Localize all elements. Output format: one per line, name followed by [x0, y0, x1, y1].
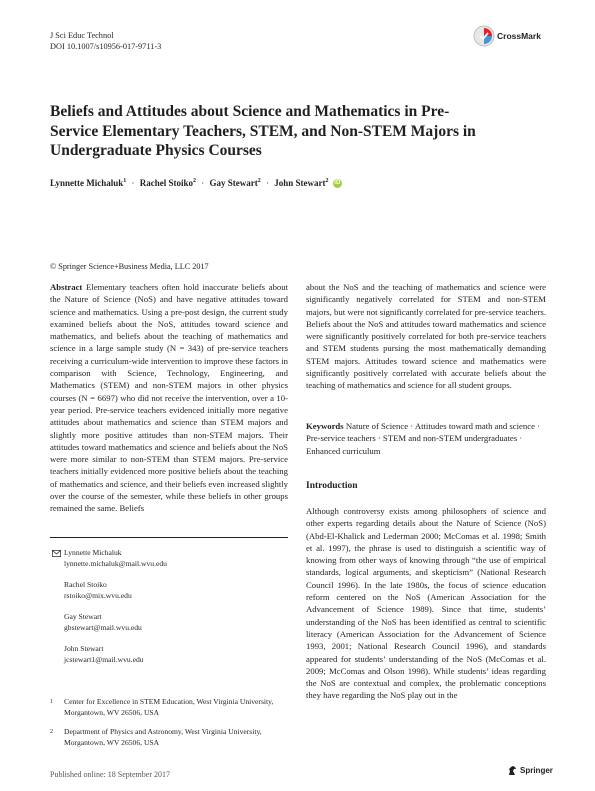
doi[interactable]: DOI 10.1007/s10956-017-9711-3	[50, 42, 162, 51]
corresponding-contacts	[64, 548, 167, 676]
contact-entry	[64, 548, 167, 569]
published-date: Published online: 18 September 2017	[50, 770, 170, 779]
author-name[interactable]: John Stewart	[274, 178, 326, 188]
envelope-icon	[52, 550, 61, 557]
contact-email[interactable]: rstoiko@mix.wvu.edu	[64, 590, 132, 600]
contact-entry	[64, 612, 167, 633]
author-name[interactable]: Rachel Stoiko	[139, 178, 194, 188]
author-separator: ·	[131, 178, 135, 188]
abstract-right: about the NoS and the teaching of mathematics and science were significantly negatively correlated for STEM and non-STEM majors, but were not significantly correlated for pre-service teachers. Beliefs about the NoS and attitudes toward mathematics and science were significantly positively correlated for both pre-service teachers and STEM students pursing the most mathematically demanding STEM majors. Attitudes toward science and mathematics were significantly positively correlated with accurate beliefs about the teaching of mathematics and science for all student groups.	[306, 282, 546, 391]
author-name[interactable]: Lynnette Michaluk	[50, 178, 124, 188]
author-affiliation-marker: 2	[193, 178, 197, 184]
keywords-label: Keywords	[306, 421, 344, 431]
orcid-icon[interactable]: iD	[334, 180, 341, 187]
affiliation-number: 1	[50, 699, 53, 705]
abstract-label: Abstract	[50, 282, 83, 292]
contact-name: Lynnette Michaluk	[64, 548, 122, 557]
contact-email[interactable]: lynnette.michaluk@mail.wvu.edu	[64, 558, 167, 568]
abstract-left	[50, 281, 288, 515]
author-affiliation-marker: 2	[257, 178, 261, 184]
author-affiliation-marker: 2	[325, 178, 329, 184]
journal-header	[50, 30, 161, 52]
author-list	[50, 178, 342, 188]
springer-horse-icon	[507, 765, 518, 776]
contact-name: Rachel Stoiko	[64, 580, 107, 589]
publisher-logo	[507, 765, 553, 776]
introduction-text: Although controversy exists among philosophers of science and other experts regarding details about the Nature of Science (NoS) (Abd-El-Khalick and Lederman 2000; McComas et al. 1998; Smith et al. 1997), the phrase is used to distinguish a scientific way of knowing from other ways of knowing through “the use of empirical standards, logical arguments, and skepticism” (National Research Council 1996). In the late 1980s, the focus of science education reform centered on the NoS (American Association for the Advancement of Science 1989). Since that time, students’ understanding of the NoS has been identified as central to scientific literacy (American Association for the Advancement of Science 1993, 2001; National Research Council 1996), and standards appeared for students’ understanding of the NoS (McComas et al. 2009; McComas and Olson 1998). While students’ ideas regarding the NoS are contextual and complex, the problematic conceptions they have regarding the NoS play out in the	[306, 506, 546, 701]
contact-name: John Stewart	[64, 644, 104, 653]
author-affiliation-marker: 1	[123, 178, 127, 184]
footnote-divider	[50, 537, 288, 538]
contact-entry	[64, 580, 167, 601]
publisher-name: Springer	[520, 766, 553, 775]
crossmark-badge[interactable]	[473, 25, 541, 47]
contact-email[interactable]: gbstewart@mail.wvu.edu	[64, 622, 142, 632]
contact-email[interactable]: jcstewart1@mail.wvu.edu	[64, 654, 144, 664]
crossmark-icon	[473, 25, 495, 47]
contact-name: Gay Stewart	[64, 612, 102, 621]
author-separator: ·	[201, 178, 205, 188]
affiliation-number: 2	[50, 729, 53, 735]
section-heading-introduction: Introduction	[306, 481, 358, 491]
journal-name: J Sci Educ Technol	[50, 31, 114, 40]
keywords	[306, 420, 546, 457]
keywords-text: Nature of Science · Attitudes toward math and science · Pre-service teachers · STEM and non-STEM undergraduates · Enhanced curriculum	[306, 421, 541, 456]
affiliation-text: Center for Excellence in STEM Education, West Virginia University, Morgantown, WV 26506, USA	[64, 697, 274, 717]
copyright-notice: © Springer Science+Business Media, LLC 2017	[50, 262, 209, 271]
author-name[interactable]: Gay Stewart	[209, 178, 258, 188]
abstract-text: Elementary teachers often hold inaccurate beliefs about the Nature of Science (NoS) and have negative attitudes toward science and mathematics. Using a pre-post design, the current study examined beliefs about the NoS, attitudes toward science and mathematics, and beliefs about the teaching of mathematics and science in a large sample study (N = 343) of pre-service teachers receiving a curriculum-wide intervention to improve these factors in comparison with Science, Technology, Engineering, and Mathematics (STEM) and non-STEM majors in other physics courses (N = 6697) who did not receive the intervention, over a 10-year period. Pre-service teachers evidenced initially more negative attitudes about mathematics and science than STEM majors and slightly more positive attitudes than non-STEM majors. Their attitudes toward mathematics and science and beliefs about the NoS were more similar to non-STEM than STEM majors. Pre-service teachers initially evidenced more positive beliefs about the teaching of mathematics and science, and their beliefs even increased slightly over the course of the semester, while these beliefs in other groups remained the same. Beliefs	[50, 282, 289, 514]
author-separator: ·	[266, 178, 270, 188]
contact-entry	[64, 644, 167, 665]
affiliation-text: Department of Physics and Astronomy, West Virginia University, Morgantown, WV 26506, USA	[64, 727, 262, 747]
article-title: Beliefs and Attitudes about Science and Mathematics in Pre-Service Elementary Teachers, STEM, and Non-STEM Majors in Undergraduate Physics Courses	[50, 103, 476, 159]
crossmark-label: CrossMark	[497, 31, 541, 41]
